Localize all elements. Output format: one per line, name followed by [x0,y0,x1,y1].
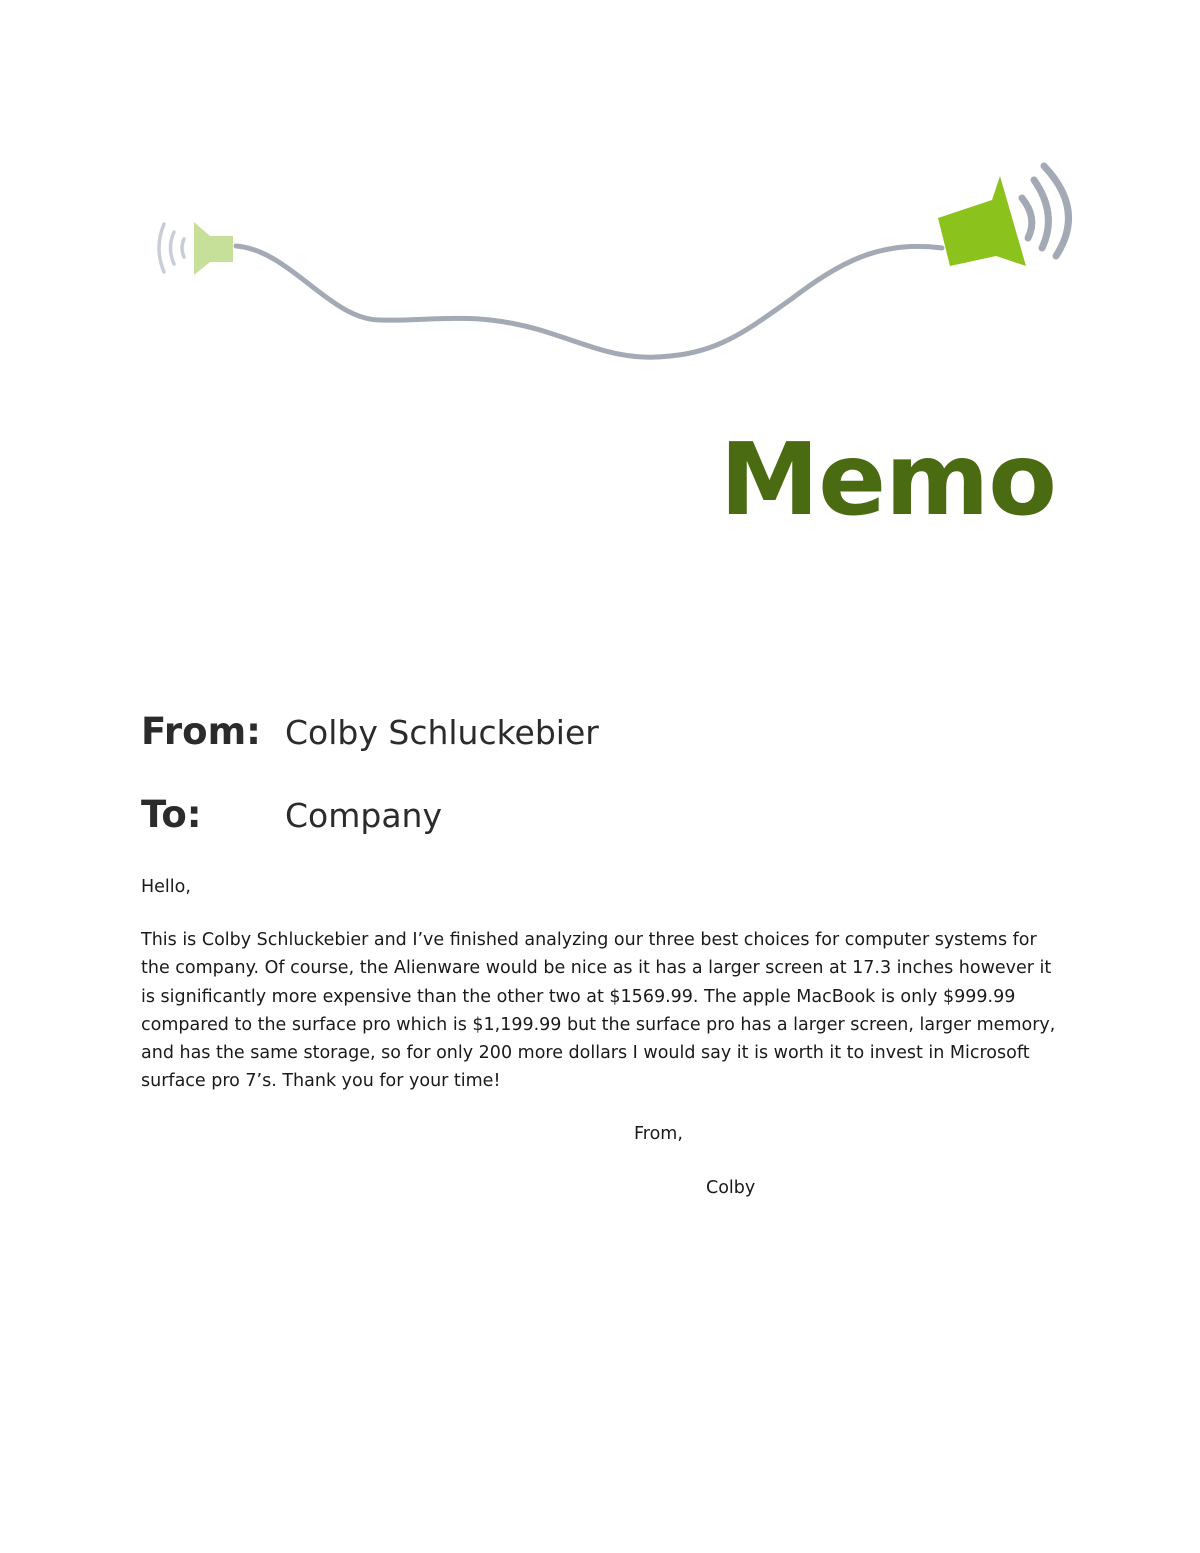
signature: Colby [706,1178,756,1198]
to-value: Company [285,796,442,835]
memo-title: Memo [719,421,1056,538]
large-speaker-icon [938,166,1069,266]
to-label: To: [141,793,202,836]
cable-line [236,246,942,357]
from-value: Colby Schluckebier [285,713,599,752]
speaker-cable-graphic [140,150,1100,390]
to-row [141,793,442,836]
from-label: From: [141,710,261,753]
from-row [141,710,599,753]
body-paragraph: This is Colby Schluckebier and I’ve finished analyzing our three best choices for computer systems for the company. Of course, the Alienware would be nice as it has a larger screen at 17.3 inches however it is significantly more expensive than the other two at $1569.99. The apple MacBook is only $999.99 compared to the surface pro which is $1,199.99 but the surface pro has a larger screen, larger memory, and has the same storage, so for only 200 more dollars I would say it is worth it to invest in Microsoft surface pro 7’s. Thank you for your time! [141,930,1056,1092]
greeting: Hello, [141,877,191,897]
signoff: From, [634,1124,683,1144]
small-speaker-icon [159,222,233,275]
